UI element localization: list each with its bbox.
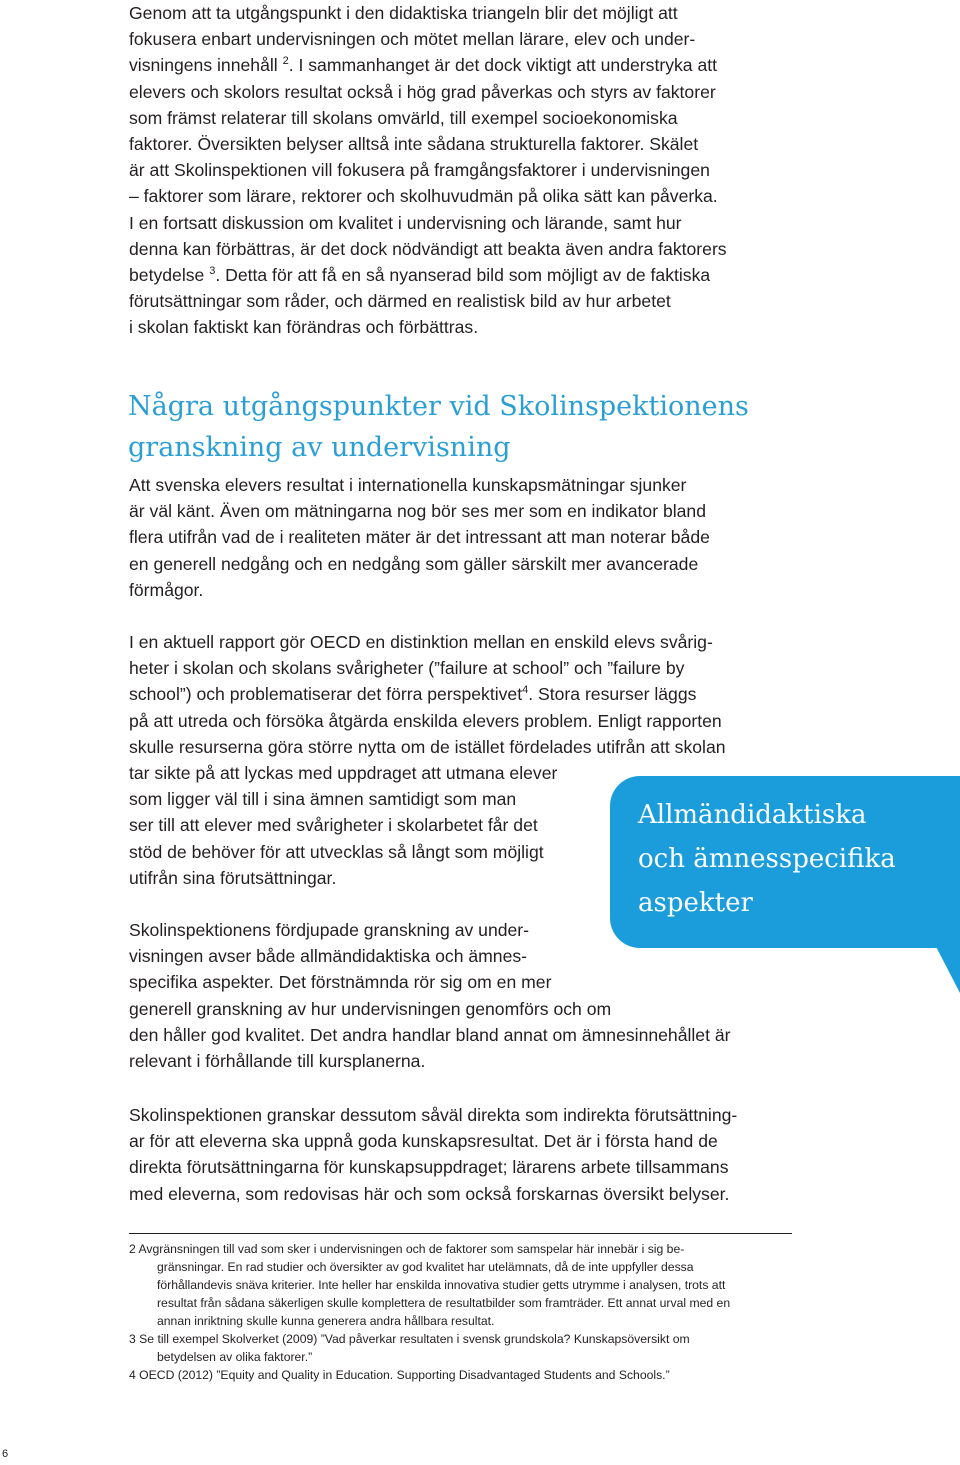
text-line: fokusera enbart undervisningen och mötet mellan lärare, elev och under- (129, 29, 696, 50)
text-line: förutsättningar som råder, och därmed en realistisk bild av hur arbetet (129, 291, 671, 312)
footnote-2-cont: förhållandevis snäva kriterier. Inte heller har enskilda innovativa studier getts utrymme i analysen, trots att (157, 1278, 726, 1292)
text-line: direkta förutsättningarna för kunskapsuppdraget; lärarens arbete tillsammans (129, 1157, 729, 1178)
text-line: stöd de behöver för att utvecklas så långt som möjligt (129, 841, 544, 862)
text-line: som främst relaterar till skolans omvärld, till exempel socioekonomiska (129, 107, 678, 128)
text-line: en generell nedgång och en nedgång som gäller särskilt mer avancerade (129, 553, 699, 574)
text-line: faktorer. Översikten belyser alltså inte sådana strukturella faktorer. Skälet (129, 134, 699, 155)
callout-line: aspekter (638, 888, 753, 918)
text-line: generell granskning av hur undervisningen genomförs och om (129, 998, 612, 1019)
text-line: på att utreda och försöka åtgärda enskilda elevers problem. Enligt rapporten (129, 710, 722, 731)
callout-bubble-tail (930, 935, 960, 993)
text-fragment: school”) och problematiserar det förra perspektivet (129, 684, 523, 705)
text-line: ser till att elever med svårigheter i skolarbetet får det (129, 815, 538, 836)
text-line: I en aktuell rapport gör OECD en distinktion mellan en enskild elevs svårig- (129, 632, 713, 652)
text-line: utifrån sina förutsättningar. (129, 867, 337, 888)
footnotes (129, 1240, 730, 1384)
text-line: visningen avser både allmändidaktiska och ämnes- (129, 946, 528, 967)
paragraph-results (129, 472, 710, 603)
text-fragment: I sammanhanget är det dock viktigt att understryka att (298, 55, 718, 76)
footnote-2-cont: resultat från sådana säkerligen skulle komplettera de resultatbilder som framträder. Ett annat urval med en (157, 1296, 731, 1310)
footnote-ref-4[interactable]: 4 (522, 684, 529, 697)
text-line: skulle resurserna göra större nytta om de istället fördelades utifrån att skolan (129, 736, 726, 757)
heading-line: Några utgångspunkter vid Skolinspektionens (128, 391, 749, 422)
text-line: specifika aspekter. Det förstnämnda rör sig om en mer (129, 972, 552, 993)
page-number: 6 (2, 1448, 9, 1460)
text-line: Skolinspektionen granskar dessutom såväl direkta som indirekta förutsättning- (129, 1105, 738, 1125)
text-fragment: . Stora resurser läggs (528, 684, 697, 705)
text-line: som ligger väl till i sina ämnen samtidigt som man (129, 789, 517, 810)
footnote-divider (129, 1233, 792, 1234)
text-line: – faktorer som lärare, rektorer och skolhuvudmän på olika sätt kan påverka. (129, 186, 718, 207)
footnote-2-cont: gränsningar. En rad studier och översikter av god kvalitet har utelämnats, då de inte uppfyller dessa (157, 1260, 694, 1274)
text-line: är väl känt. Även om mätningarna nog bör ses mer som en indikator bland (129, 501, 706, 522)
text-line: heter i skolan och skolans svårigheter (”failure at school” och ”failure by (129, 658, 685, 679)
text-fragment: betydelse (129, 265, 205, 286)
footnote-3: 3 Se till exempel Skolverket (2009) ”Vad påverkar resultaten i svensk grundskola? Kunskapsöversikt om (129, 1332, 690, 1346)
text-line: tar sikte på att lyckas med uppdraget att utmana elever (129, 763, 558, 784)
paragraph-fordjupad (129, 917, 731, 1074)
text-fragment: visningens innehåll (129, 55, 278, 76)
callout-text (638, 793, 896, 925)
footnote-4: 4 OECD (2012) ”Equity and Quality in Education. Supporting Disadvantaged Students and Schools.” (129, 1368, 670, 1382)
text-line: med eleverna, som redovisas här och som också forskarnas översikt belyser. (129, 1183, 730, 1204)
footnote-2: 2 Avgränsningen till vad som sker i undervisningen och de faktorer som samspelar här innebär i sig be- (129, 1242, 685, 1256)
text-line: Skolinspektionens fördjupade granskning av under- (129, 920, 530, 940)
text-line: denna kan förbättras, är det dock nödvändigt att beakta även andra faktorers (129, 238, 727, 259)
text-line: visningens innehåll $^2$. I sammanhanget är det dock viktigt att understryka att (129, 55, 718, 76)
text-line: relevant i förhållande till kursplanerna. (129, 1051, 426, 1072)
text-line: i skolan faktiskt kan förändras och förbättras. (129, 317, 479, 338)
footnote-3-cont: betydelsen av olika faktorer.” (157, 1350, 313, 1364)
text-line: den håller god kvalitet. Det andra handlar bland annat om ämnesinnehållet är (129, 1024, 731, 1045)
text-line: är att Skolinspektionen vill fokusera på framgångsfaktorer i undervisningen (129, 160, 710, 181)
footnote-ref-3[interactable]: 3 (209, 265, 216, 278)
text-line: I en fortsatt diskussion om kvalitet i undervisning och lärande, samt hur (129, 212, 682, 233)
footnote-ref-2[interactable]: 2 (282, 55, 289, 68)
paragraph-intro (129, 0, 727, 341)
text-line: flera utifrån vad de i realiteten mäter är det intressant att man noterar både (129, 527, 710, 548)
text-line (129, 262, 727, 288)
text-fragment: . Detta för att få en så nyanserad bild som möjligt av de faktiska (215, 265, 711, 286)
text-line: Att svenska elevers resultat i internationella kunskapsmätningar sjunker (129, 475, 687, 495)
callout-line: Allmändidaktiska (638, 800, 867, 830)
callout-line: och ämnesspecifika (638, 844, 896, 874)
heading-line: granskning av undervisning (128, 432, 511, 463)
text-line: ar för att eleverna ska uppnå goda kunskapsresultat. Det är i första hand de (129, 1131, 718, 1152)
text-line (129, 681, 726, 707)
paragraph-forutsattningar (129, 1102, 737, 1207)
text-line: förmågor. (129, 579, 204, 600)
text-line: Genom att ta utgångspunkt i den didaktiska triangeln blir det möjligt att (129, 3, 678, 23)
footnote-2-cont: annan inriktning skulle kunna generera andra hållbara resultat. (157, 1314, 495, 1328)
section-heading (128, 386, 749, 468)
text-line: elevers och skolors resultat också i hög grad påverkas och styrs av faktorer (129, 81, 716, 102)
